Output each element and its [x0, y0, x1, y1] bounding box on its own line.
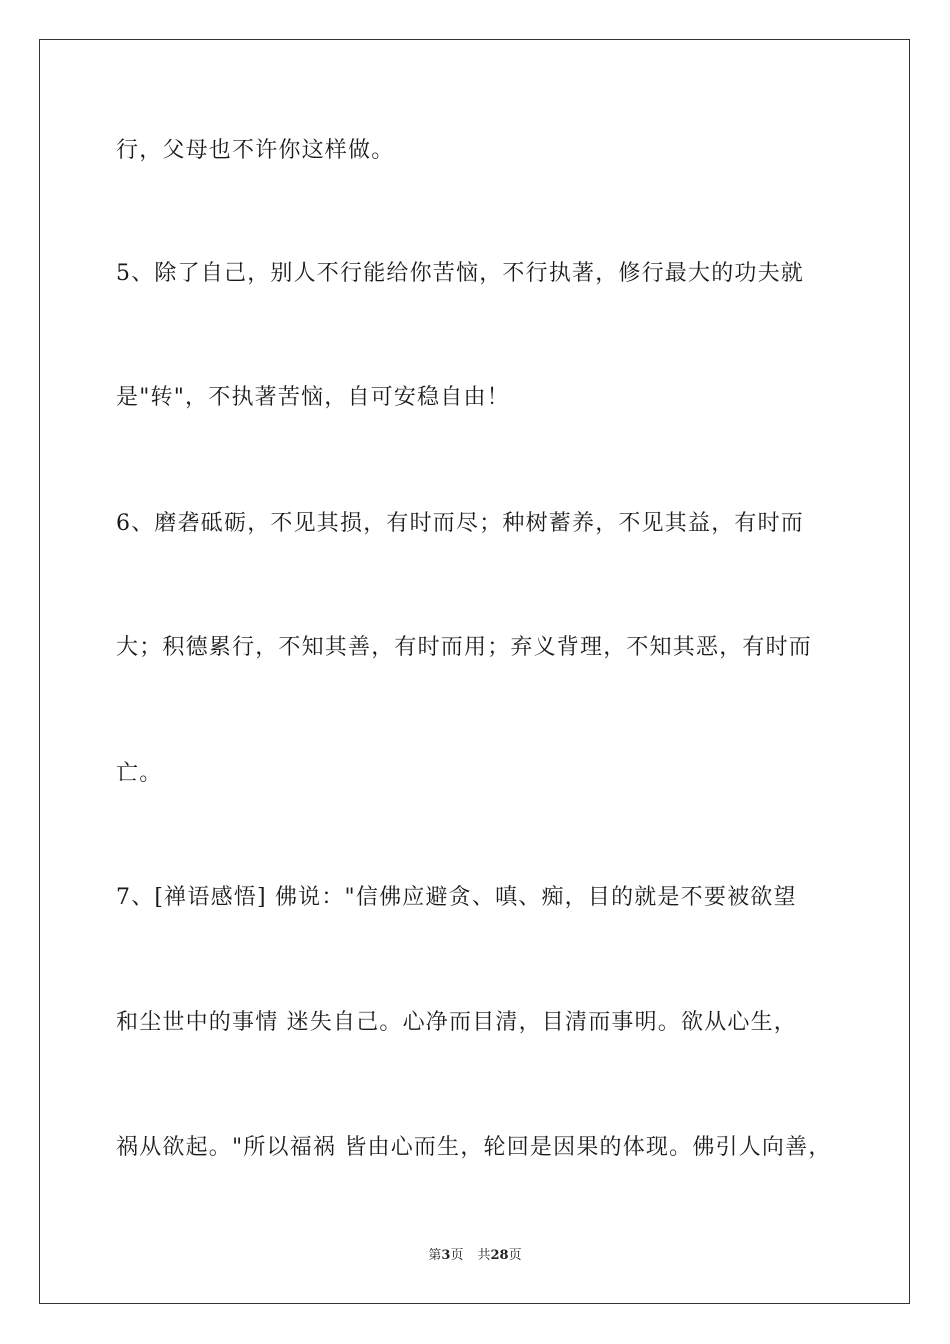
footer-page-number: 3	[441, 1248, 451, 1263]
body-text-line: 大；积德累行，不知其善，有时而用；弃义背理，不知其恶，有时而	[116, 635, 813, 660]
footer-total-prefix: 共	[477, 1248, 491, 1263]
footer-total-suffix: 页	[508, 1248, 522, 1263]
footer-total-pages: 28	[490, 1248, 509, 1263]
body-text-line: 亡。	[116, 761, 163, 786]
body-text-line: 是"转"，不执著苦恼，自可安稳自由！	[116, 385, 510, 410]
page-footer	[0, 1247, 950, 1265]
body-text-line: 和尘世中的事情 迷失自己。心净而目清，目清而事明。欲从心生，	[116, 1010, 797, 1035]
body-text-line: 6、磨砻砥砺，不见其损，有时而尽；种树蓄养，不见其益，有时而	[116, 511, 804, 536]
footer-page-prefix: 第	[428, 1248, 442, 1263]
body-text-line: 祸从欲起。"所以福祸 皆由心而生，轮回是因果的体现。佛引人向善，	[116, 1135, 832, 1160]
body-text-line: 5、除了自己，别人不行能给你苦恼，不行执著，修行最大的功夫就	[116, 261, 804, 286]
body-text-line: 行，父母也不许你这样做。	[116, 138, 395, 163]
body-text-line: 7、[禅语感悟] 佛说："信佛应避贪、嗔、痴，目的就是不要被欲望	[116, 885, 797, 910]
page-border	[39, 39, 910, 1304]
footer-page-suffix: 页	[450, 1248, 464, 1263]
